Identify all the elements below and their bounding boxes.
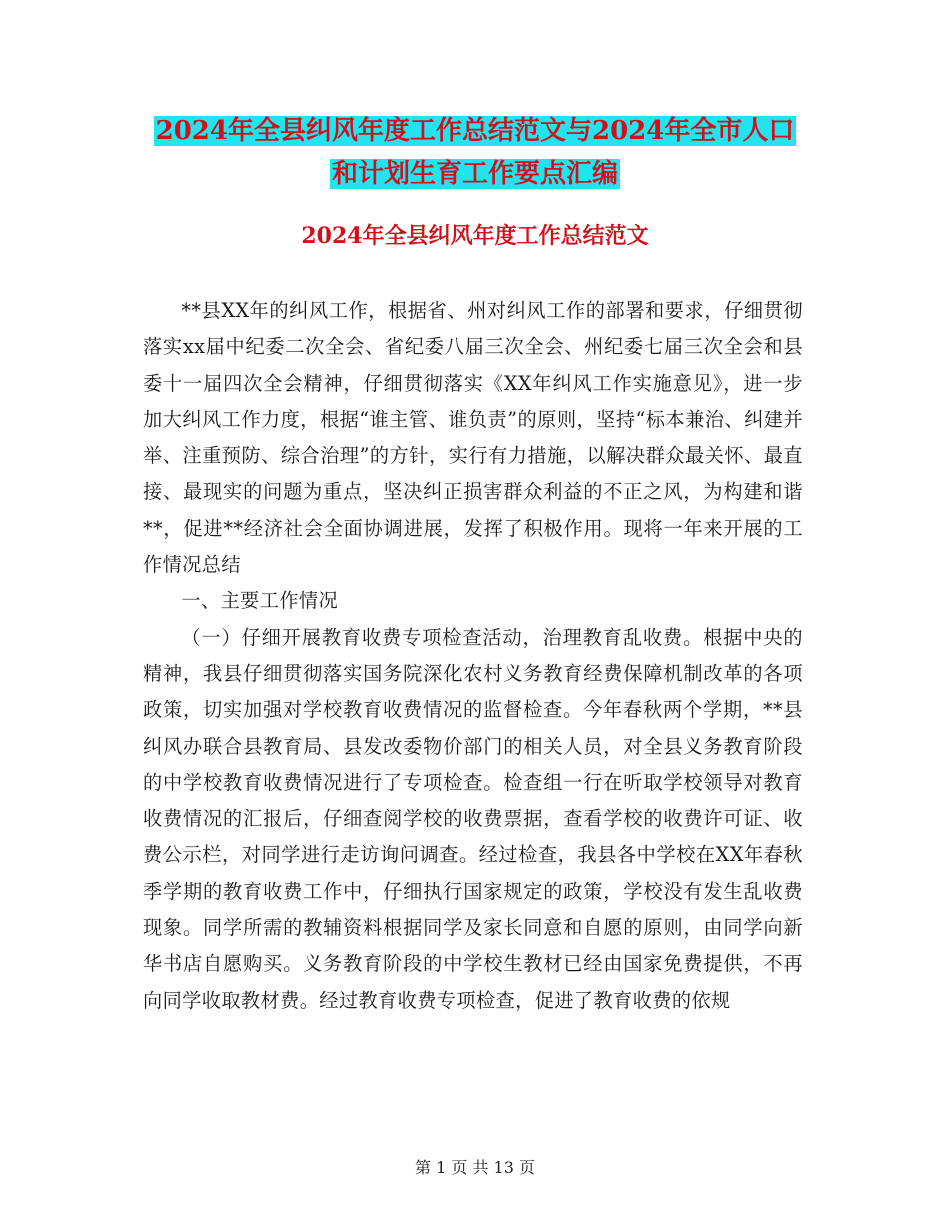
paragraph: **县XX年的纠风工作，根据省、州对纠风工作的部署和要求，仔细贯彻落实xx届中纪委二次全会、省纪委八届三次全会、州纪委七届三次全会和县委十一届四次全会精神，仔细贯彻落实《XX年纠风工作实施意见》，进一步加大纠风工作力度，根据“谁主管、谁负责”的原则，坚持“标本兼治、纠建并举、注重预防、综合治理”的方针，实行有力措施，以解决群众最关怀、最直接、最现实的问题为重点，坚决纠正损害群众利益的不正之风，为构建和谐**，促进**经济社会全面协调进展，发挥了积极作用。现将一年来开展的工作情况总结 [143, 299, 803, 577]
document-body [143, 293, 803, 1019]
title-highlight: 和计划生育工作要点汇编 [331, 159, 618, 189]
paragraph: 一、主要工作情况 [181, 589, 339, 613]
paragraph: （一）仔细开展教育收费专项检查活动，治理教育乱收费。根据中央的精神，我县仔细贯彻落实国务院深化农村义务教育经费保障机制改革的各项政策，切实加强对学校教育收费情况的监督检查。今年春秋两个学期，**县纠风办联合县教育局、县发改委物价部门的相关人员，对全县义务教育阶段的中学校教育收费情况进行了专项检查。检查组一行在听取学校领导对教育收费情况的汇报后，仔细查阅学校的收费票据，查看学校的收费许可证、收费公示栏，对同学进行走访询问调查。经过检查，我县各中学校在XX年春秋季学期的教育收费工作中，仔细执行国家规定的政策，学校没有发生乱收费现象。同学所需的教辅资料根据同学及家长同意和自愿的原则，由同学向新华书店自愿购买。义务教育阶段的中学校生教材已经由国家免费提供，不再向同学收取教材费。经过教育收费专项检查，促进了教育收费的依规 [143, 625, 803, 1012]
page-footer: 第 1 页 共 13 页 [415, 1158, 535, 1177]
document-title-line-1 [0, 113, 950, 149]
title-highlight: 2024年全县纠风年度工作总结范文与2024年全市人口 [155, 116, 795, 146]
section-title: 2024年全县纠风年度工作总结范文 [301, 223, 649, 249]
document-title-line-2 [0, 156, 950, 192]
